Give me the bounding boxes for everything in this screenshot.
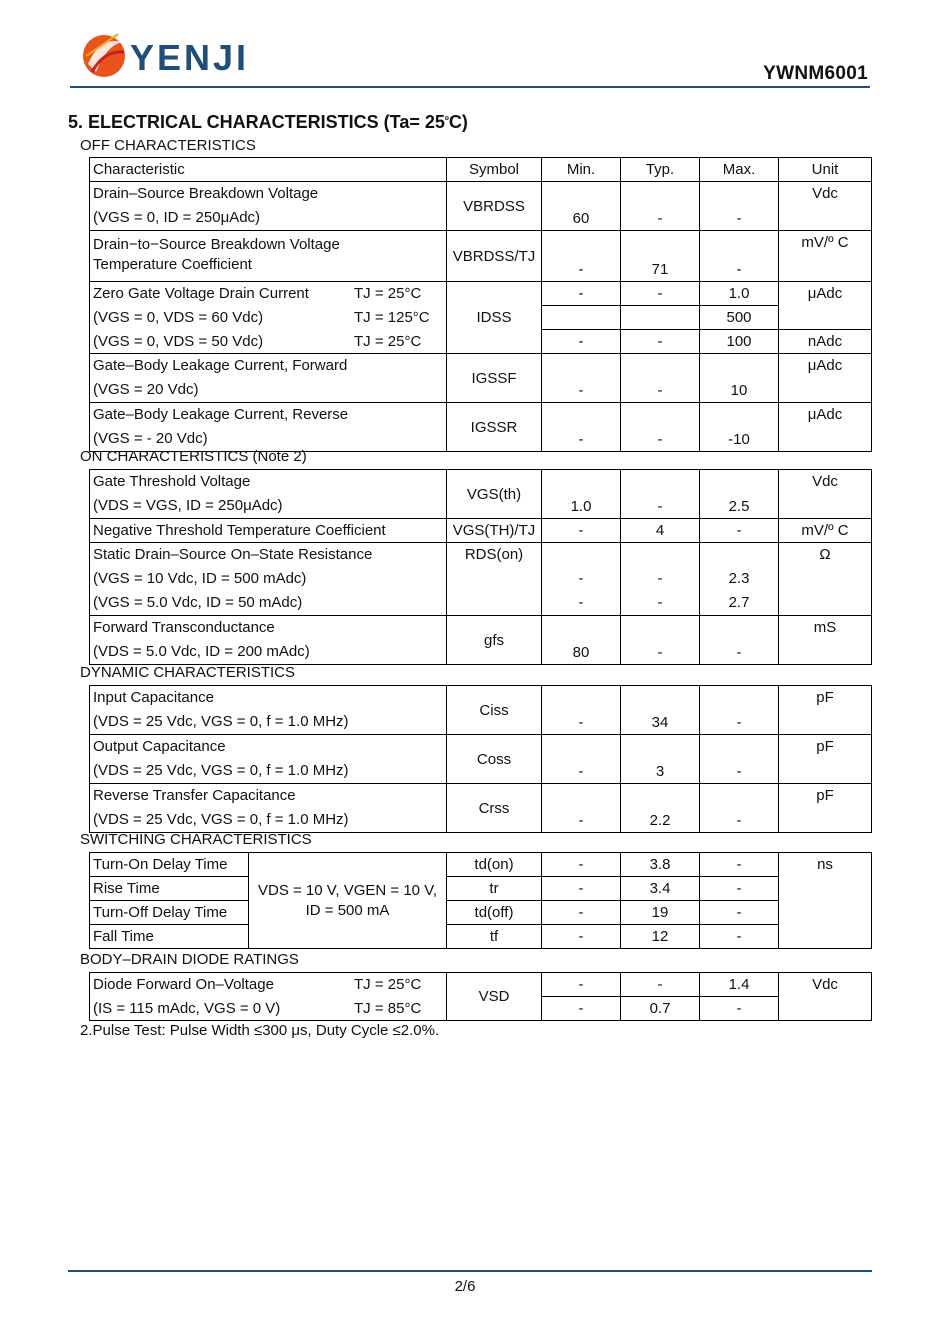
table-row: Gate–Body Leakage Current, Forward (VGS = 20 Vdc) IGSSF - - 10 μAdc <box>90 354 872 403</box>
switching-characteristics-heading: SWITCHING CHARACTERISTICS <box>80 831 312 848</box>
part-number: YWNM6001 <box>763 63 868 84</box>
table-row: Input Capacitance (VDS = 25 Vdc, VGS = 0, f = 1.0 MHz) Ciss - 34 - pF <box>90 686 872 735</box>
pulse-test-note: 2.Pulse Test: Pulse Width ≤300 μs, Duty Cycle ≤2.0%. <box>80 1022 440 1039</box>
off-characteristics-heading: OFF CHARACTERISTICS <box>80 137 256 154</box>
table-row: Zero Gate Voltage Drain Current TJ = 25°C IDSS - - 1.0 μAdc <box>90 282 872 306</box>
column-header-typ: Typ. <box>621 158 700 182</box>
table-header-row <box>90 158 872 182</box>
footer-divider <box>68 1270 872 1272</box>
table-row: Diode Forward On–Voltage TJ = 25°C VSD - - 1.4 Vdc <box>90 973 872 997</box>
table-row: Forward Transconductance (VDS = 5.0 Vdc, ID = 200 mAdc) gfs 80 - - mS <box>90 616 872 665</box>
column-header-characteristic: Characteristic <box>90 158 447 182</box>
on-characteristics-heading: ON CHARACTERISTICS (Note 2) <box>80 448 307 465</box>
dynamic-characteristics-heading: DYNAMIC CHARACTERISTICS <box>80 664 296 681</box>
switching-characteristics-table <box>89 852 872 949</box>
table-row: Rise Time tr - 3.4 - <box>90 877 872 901</box>
dynamic-characteristics-table <box>89 685 872 833</box>
company-logo <box>78 28 278 84</box>
table-row: Turn-Off Delay Time td(off) - 19 - <box>90 901 872 925</box>
column-header-unit: Unit <box>779 158 872 182</box>
on-characteristics-table <box>89 469 872 665</box>
column-header-min: Min. <box>542 158 621 182</box>
section-title: 5. ELECTRICAL CHARACTERISTICS $(Ta= 25^ºC)$ <box>68 112 468 132</box>
body-diode-table <box>89 972 872 1021</box>
body-diode-heading: BODY–DRAIN DIODE RATINGS <box>80 951 299 968</box>
column-header-symbol: Symbol <box>447 158 542 182</box>
table-row: Fall Time tf - 12 - <box>90 925 872 949</box>
table-row: Output Capacitance (VDS = 25 Vdc, VGS = 0, f = 1.0 MHz) Coss - 3 - pF <box>90 735 872 784</box>
table-row: Drain−to−Source Breakdown Voltage Temperature Coefficient VBRDSS/TJ - 71 - mV/º C <box>90 231 872 282</box>
logo-globe-icon <box>83 34 125 77</box>
page-number: 2/6 <box>454 1278 476 1295</box>
table-row: Gate Threshold Voltage (VDS = VGS, ID = 250μAdc) VGS(th) 1.0 - 2.5 Vdc <box>90 470 872 519</box>
off-characteristics-table <box>89 157 872 452</box>
column-header-max: Max. <box>700 158 779 182</box>
table-row: Negative Threshold Temperature Coefficient VGS(TH)/TJ - 4 - mV/º C <box>90 519 872 543</box>
table-row: (VGS = 0, VDS = 60 Vdc) TJ = 125°C 500 <box>90 306 872 330</box>
logo-wordmark: YENJI <box>130 37 250 78</box>
table-row: (IS = 115 mAdc, VGS = 0 V) TJ = 85°C - 0.7 - <box>90 997 872 1021</box>
table-row: Turn-On Delay Time VDS = 10 V, VGEN = 10 V, ID = 500 mA td(on) - 3.8 - ns <box>90 853 872 877</box>
table-row: Reverse Transfer Capacitance (VDS = 25 Vdc, VGS = 0, f = 1.0 MHz) Crss - 2.2 - pF <box>90 784 872 833</box>
header-divider <box>70 86 870 88</box>
table-row: Static Drain–Source On–State Resistance (VGS = 10 Vdc, ID = 500 mAdc) (VGS = 5.0 Vdc, ID = 50 mAdc) RDS(on) - - - - 2.3 2.7 Ω <box>90 543 872 616</box>
table-row: Gate–Body Leakage Current, Reverse (VGS = - 20 Vdc) IGSSR - - -10 μAdc <box>90 403 872 452</box>
table-row: (VGS = 0, VDS = 50 Vdc) TJ = 25°C - - 100 nAdc <box>90 330 872 354</box>
table-row: Drain–Source Breakdown Voltage (VGS = 0, ID = 250μAdc) VBRDSS 60 - - Vdc <box>90 182 872 231</box>
